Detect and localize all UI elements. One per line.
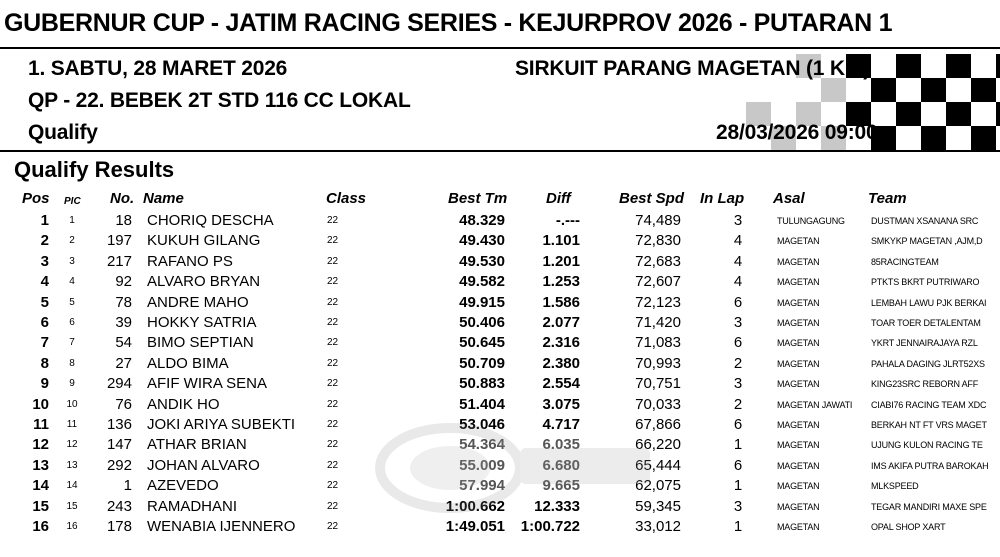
cell-diff: 1.101: [542, 232, 580, 250]
cell-name: AFIF WIRA SENA: [147, 375, 268, 393]
col-header-no: No.: [110, 190, 135, 207]
flag-square: [946, 78, 971, 102]
cell-diff: 6.680: [542, 456, 580, 474]
cell-lap: 1: [733, 518, 743, 535]
cell-team: OPAL SHOP XART: [871, 522, 946, 532]
cell-diff: 1.253: [542, 273, 580, 291]
cell-lap: 4: [733, 252, 743, 270]
cell-diff: 2.077: [542, 314, 580, 331]
flag-square: [896, 54, 921, 78]
cell-pic: 7: [69, 337, 75, 349]
cell-asal: MAGETAN: [777, 297, 820, 308]
flag-square: [871, 54, 896, 78]
event-day: 1. SABTU, 28 MARET 2026: [28, 57, 288, 80]
cell-asal: MAGETAN: [777, 338, 820, 349]
cell-diff: 1.586: [542, 293, 580, 311]
cell-diff: 2.554: [542, 375, 580, 393]
cell-pos: 12: [32, 436, 49, 454]
cell-class: 22: [327, 337, 339, 349]
cell-no: 18: [115, 212, 132, 229]
flag-square: [996, 126, 1000, 150]
report-title: GUBERNUR CUP - JATIM RACING SERIES - KEJURPROV 2026 - PUTARAN 1: [4, 9, 893, 37]
cell-team: BERKAH NT FT VRS MAGET: [871, 420, 987, 430]
flag-square: [896, 102, 921, 126]
cell-best: 49.582: [459, 273, 505, 291]
cell-name: WENABIA IJENNERO: [147, 518, 296, 535]
cell-spd: 71,083: [635, 334, 681, 352]
flag-square: [896, 78, 921, 102]
cell-name: ANDRE MAHO: [147, 293, 249, 311]
cell-pos: 9: [40, 375, 49, 393]
table-row: [0, 476, 1000, 496]
flag-square: [996, 102, 1000, 126]
col-header-team: Team: [868, 190, 907, 207]
cell-best: 51.404: [459, 395, 505, 413]
cell-asal: MAGETAN: [777, 256, 820, 267]
cell-team: KING23SRC REBORN AFF: [871, 379, 979, 390]
cell-diff: 12.333: [534, 497, 580, 515]
race-class: QP - 22. BEBEK 2T STD 116 CC LOKAL: [28, 89, 411, 112]
cell-class: 22: [327, 439, 339, 451]
cell-name: JOHAN ALVARO: [147, 456, 260, 474]
cell-pic: 3: [69, 255, 75, 267]
cell-name: RAMADHANI: [147, 497, 238, 515]
cell-pos: 4: [40, 273, 49, 291]
cell-name: KUKUH GILANG: [147, 232, 261, 250]
cell-lap: 6: [733, 416, 743, 433]
cell-best: 55.009: [459, 456, 505, 474]
cell-no: 54: [115, 334, 132, 352]
cell-team: MLKSPEED: [871, 481, 919, 492]
cell-pic: 5: [69, 296, 75, 308]
cell-asal: MAGETAN: [777, 318, 820, 328]
cell-team: TOAR TOER DETALENTAM: [871, 318, 981, 328]
cell-pos: 3: [40, 252, 49, 270]
table-row: [0, 354, 1000, 374]
cell-spd: 70,993: [635, 354, 681, 372]
cell-name: JOKI ARIYA SUBEKTI: [147, 416, 296, 433]
cell-diff: 1:00.722: [520, 518, 580, 535]
cell-team: TEGAR MANDIRI MAXE SPE: [871, 501, 987, 512]
cell-pic: 2: [69, 235, 75, 247]
col-header-pos: Pos: [22, 190, 50, 207]
cell-spd: 72,607: [635, 273, 681, 291]
cell-spd: 62,075: [635, 477, 681, 495]
cell-best: 50.709: [459, 354, 505, 372]
cell-asal: MAGETAN: [777, 481, 820, 492]
cell-no: 1: [123, 477, 132, 495]
cell-class: 22: [327, 317, 339, 328]
cell-best: 57.994: [459, 477, 505, 495]
flag-square: [971, 102, 996, 126]
cell-pic: 14: [66, 480, 78, 492]
flag-square: [971, 54, 996, 78]
section-title: Qualify Results: [14, 157, 175, 182]
cell-lap: 2: [733, 354, 743, 372]
table-row: [0, 313, 1000, 333]
cell-name: ANDIK HO: [147, 395, 220, 413]
cell-pos: 7: [40, 334, 49, 352]
cell-best: 50.883: [459, 375, 505, 393]
flag-square: [871, 78, 896, 102]
flag-square: [996, 54, 1000, 78]
cell-class: 22: [327, 357, 339, 369]
cell-no: 76: [115, 395, 132, 413]
table-row: [0, 252, 1000, 272]
cell-lap: 6: [733, 456, 743, 474]
table-row: [0, 517, 1000, 537]
cell-no: 136: [106, 416, 132, 433]
cell-pic: 1: [69, 215, 75, 226]
cell-asal: MAGETAN: [777, 379, 820, 390]
cell-no: 27: [115, 354, 132, 372]
cell-pos: 2: [40, 232, 49, 250]
cell-lap: 3: [733, 212, 743, 229]
cell-name: RAFANO PS: [147, 252, 233, 270]
flag-square: [971, 126, 996, 150]
col-header-best: Best Tm: [448, 190, 508, 207]
col-header-name: Name: [143, 190, 184, 207]
cell-best: 50.645: [459, 334, 505, 352]
flag-square: [946, 102, 971, 126]
cell-pos: 8: [40, 354, 49, 372]
cell-class: 22: [327, 480, 339, 492]
cell-best: 49.915: [459, 293, 505, 311]
cell-spd: 71,420: [635, 314, 681, 331]
table-row: [0, 435, 1000, 455]
cell-lap: 3: [733, 375, 743, 393]
table-row: [0, 395, 1000, 415]
cell-lap: 3: [733, 497, 743, 515]
cell-lap: 4: [733, 232, 743, 250]
cell-name: ALDO BIMA: [147, 354, 229, 372]
cell-class: 22: [327, 276, 339, 288]
cell-pic: 8: [69, 357, 75, 369]
cell-best: 49.530: [459, 252, 505, 270]
cell-team: SMKYKP MAGETAN ,AJM,D: [871, 236, 983, 247]
cell-no: 292: [106, 456, 132, 474]
cell-pos: 10: [32, 395, 49, 413]
table-row: [0, 293, 1000, 313]
table-row: [0, 211, 1000, 231]
cell-name: BIMO SEPTIAN: [147, 334, 254, 352]
cell-pic: 12: [66, 439, 78, 451]
cell-class: 22: [327, 378, 339, 390]
cell-class: 22: [327, 521, 339, 532]
cell-no: 39: [115, 314, 132, 331]
cell-pic: 6: [69, 317, 75, 328]
cell-name: CHORIQ DESCHA: [147, 212, 274, 229]
cell-asal: MAGETAN: [777, 440, 820, 451]
flag-square: [946, 126, 971, 150]
cell-pos: 6: [40, 314, 49, 331]
cell-spd: 65,444: [635, 456, 681, 474]
cell-lap: 3: [733, 314, 743, 331]
table-row: [0, 333, 1000, 353]
flag-square: [921, 126, 946, 150]
table-row: [0, 374, 1000, 394]
cell-name: ATHAR BRIAN: [147, 436, 247, 454]
cell-asal: MAGETAN: [777, 420, 820, 430]
cell-no: 92: [115, 273, 132, 291]
cell-pic: 15: [66, 500, 78, 512]
cell-lap: 6: [733, 293, 743, 311]
cell-pic: 4: [69, 276, 75, 288]
flag-square: [946, 54, 971, 78]
flag-square: [971, 78, 996, 102]
cell-team: DUSTMAN XSANANA SRC: [871, 216, 979, 226]
cell-diff: 9.665: [542, 477, 580, 495]
cell-class: 22: [327, 398, 339, 410]
cell-name: ALVARO BRYAN: [147, 273, 261, 291]
cell-diff: 3.075: [542, 395, 580, 413]
cell-class: 22: [327, 215, 339, 226]
cell-pic: 10: [66, 398, 78, 410]
cell-diff: -.---: [555, 212, 580, 229]
cell-name: HOKKY SATRIA: [147, 314, 257, 331]
col-header-class: Class: [326, 190, 367, 207]
session-type: Qualify: [28, 121, 98, 144]
cell-best: 50.406: [459, 314, 505, 331]
cell-diff: 4.717: [542, 416, 580, 433]
flag-square: [921, 54, 946, 78]
cell-spd: 59,345: [635, 497, 681, 515]
col-header-diff: Diff: [546, 190, 571, 207]
cell-diff: 1.201: [542, 252, 580, 270]
cell-class: 22: [327, 296, 339, 308]
cell-pos: 1: [40, 212, 49, 229]
cell-best: 53.046: [459, 416, 505, 433]
cell-diff: 2.316: [542, 334, 580, 352]
cell-name: AZEVEDO: [147, 477, 219, 495]
cell-no: 147: [106, 436, 132, 454]
cell-no: 178: [106, 518, 132, 535]
cell-pic: 11: [66, 419, 78, 430]
cell-best: 1:00.662: [445, 497, 505, 515]
cell-pic: 13: [66, 459, 78, 471]
table-row: [0, 231, 1000, 251]
col-header-lap: In Lap: [700, 190, 745, 207]
cell-lap: 6: [733, 334, 743, 352]
cell-team: CIABI76 RACING TEAM XDC: [871, 399, 987, 410]
cell-asal: MAGETAN: [777, 501, 820, 512]
cell-pos: 14: [32, 477, 49, 495]
cell-spd: 72,683: [635, 252, 681, 270]
table-row: [0, 415, 1000, 435]
table-row: [0, 272, 1000, 292]
cell-best: 1:49.051: [445, 518, 505, 535]
cell-team: LEMBAH LAWU PJK BERKAI: [871, 297, 987, 308]
cell-spd: 70,751: [635, 375, 681, 393]
table-row: [0, 456, 1000, 476]
cell-spd: 67,866: [635, 416, 681, 433]
cell-no: 197: [106, 232, 132, 250]
cell-pos: 11: [33, 416, 49, 433]
col-header-pic: PIC: [64, 196, 81, 207]
cell-asal: MAGETAN: [777, 460, 820, 471]
cell-diff: 6.035: [542, 436, 580, 454]
cell-class: 22: [327, 419, 339, 430]
cell-pos: 15: [32, 497, 49, 515]
cell-pos: 5: [40, 293, 49, 311]
table-row: [0, 497, 1000, 517]
cell-no: 243: [106, 497, 132, 515]
cell-asal: MAGETAN: [777, 358, 820, 369]
cell-spd: 72,123: [635, 293, 681, 311]
cell-no: 78: [115, 293, 132, 311]
cell-asal: MAGETAN: [777, 522, 820, 532]
cell-spd: 74,489: [635, 212, 681, 229]
cell-pic: 16: [66, 521, 78, 532]
cell-best: 54.364: [459, 436, 505, 454]
header-bottom-divider: [0, 150, 1000, 152]
cell-diff: 2.380: [542, 354, 580, 372]
flag-square: [896, 126, 921, 150]
cell-lap: 2: [733, 395, 743, 413]
cell-spd: 66,220: [635, 436, 681, 454]
cell-no: 294: [106, 375, 132, 393]
cell-team: IMS AKIFA PUTRA BAROKAH: [871, 460, 989, 471]
header-divider: [0, 47, 1000, 49]
cell-class: 22: [327, 500, 339, 512]
cell-team: PAHALA DAGING JLRT52XS: [871, 358, 985, 369]
flag-square: [921, 102, 946, 126]
cell-pos: 13: [32, 456, 49, 474]
cell-asal: MAGETAN: [777, 236, 820, 247]
cell-spd: 70,033: [635, 395, 681, 413]
cell-pos: 16: [32, 518, 49, 535]
session-datetime: 28/03/2026 09:00: [716, 121, 878, 144]
cell-team: 85RACINGTEAM: [871, 256, 939, 267]
cell-team: PTKTS BKRT PUTRIWARO: [871, 277, 980, 288]
cell-no: 217: [106, 252, 132, 270]
cell-spd: 33,012: [635, 518, 681, 535]
cell-lap: 1: [733, 477, 743, 495]
circuit-name: SIRKUIT PARANG MAGETAN (1 Km): [515, 57, 871, 80]
cell-asal: MAGETAN: [777, 277, 820, 288]
cell-lap: 1: [733, 436, 743, 454]
cell-team: UJUNG KULON RACING TE: [871, 440, 983, 451]
cell-asal: MAGETAN JAWATI: [777, 399, 853, 410]
cell-pic: 9: [69, 378, 75, 390]
cell-spd: 72,830: [635, 232, 681, 250]
cell-class: 22: [327, 459, 339, 471]
col-header-spd: Best Spd: [619, 190, 685, 207]
cell-lap: 4: [733, 273, 743, 291]
cell-class: 22: [327, 255, 339, 267]
col-header-asal: Asal: [773, 190, 805, 207]
cell-team: YKRT JENNAIRAJAYA RZL: [871, 338, 978, 349]
cell-asal: TULUNGAGUNG: [777, 216, 845, 226]
cell-class: 22: [327, 235, 339, 247]
cell-best: 49.430: [459, 232, 505, 250]
flag-square: [996, 78, 1000, 102]
cell-best: 48.329: [459, 212, 505, 229]
flag-square: [921, 78, 946, 102]
